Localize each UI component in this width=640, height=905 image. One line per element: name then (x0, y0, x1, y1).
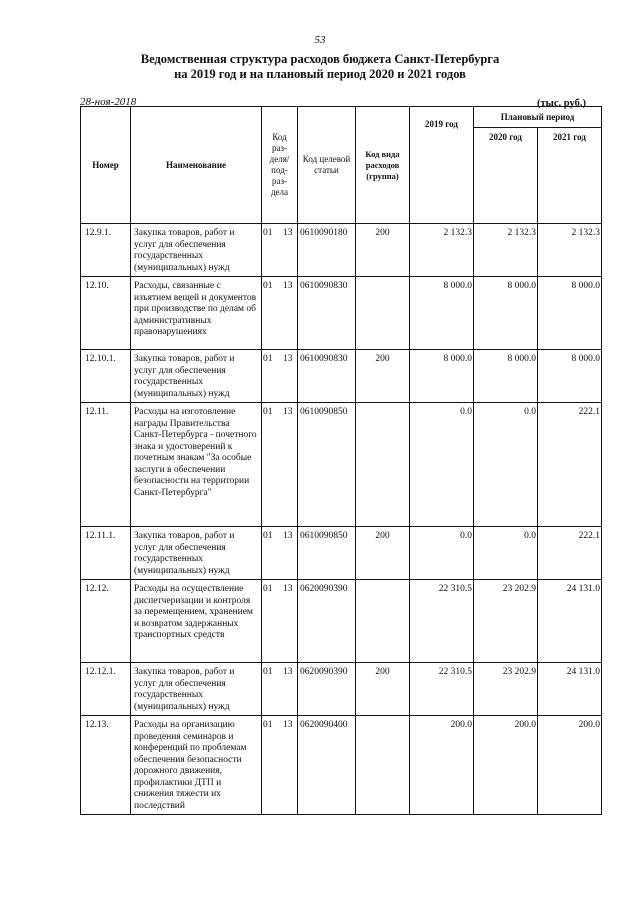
row-razdel (262, 663, 298, 716)
header-2021: 2021 год (538, 128, 602, 224)
header-vr: Код вида расходов (группа) (356, 107, 410, 224)
row-prz: 13 (283, 720, 293, 730)
row-csr: 0620090390 (298, 663, 356, 716)
page-number: 53 (314, 34, 326, 46)
table-row (81, 277, 602, 350)
table-row (81, 527, 602, 580)
row-csr: 0620090390 (298, 580, 356, 663)
table-body (81, 224, 602, 815)
row-number: 12.11.1. (81, 527, 131, 580)
row-amount-2020: 8 000.0 (474, 277, 538, 350)
row-amount-2021: 8 000.0 (538, 277, 602, 350)
row-rz: 01 (263, 407, 273, 417)
row-amount-2019: 2 132.3 (410, 224, 474, 277)
row-razdel (262, 716, 298, 815)
table-row (81, 224, 602, 277)
row-csr: 0610090180 (298, 224, 356, 277)
row-amount-2019: 8 000.0 (410, 350, 474, 403)
document-title (0, 52, 640, 82)
row-csr: 0610090830 (298, 277, 356, 350)
table-row (81, 716, 602, 815)
row-name: Закупка товаров, работ и услуг для обеспечения государственных (муниципальных) нужд (131, 224, 262, 277)
row-name: Закупка товаров, работ и услуг для обеспечения государственных (муниципальных) нужд (131, 350, 262, 403)
row-vr (356, 277, 410, 350)
row-amount-2019: 0.0 (410, 403, 474, 527)
table-header (81, 107, 602, 224)
row-vr (356, 403, 410, 527)
row-amount-2019: 8 000.0 (410, 277, 474, 350)
row-vr (356, 580, 410, 663)
row-name: Расходы, связанные с изъятием вещей и документов при производстве по делам об административных правонарушениях (131, 277, 262, 350)
header-razdel: Код раз-деля/ под-раз-дела (262, 107, 298, 224)
row-vr: 200 (356, 224, 410, 277)
row-amount-2021: 222.1 (538, 403, 602, 527)
row-prz: 13 (283, 407, 293, 417)
row-name: Закупка товаров, работ и услуг для обеспечения государственных (муниципальных) нужд (131, 527, 262, 580)
document-date: 28-ноя-2018 (80, 96, 137, 108)
row-number: 12.13. (81, 716, 131, 815)
row-amount-2019: 0.0 (410, 527, 474, 580)
row-amount-2019: 22 310.5 (410, 580, 474, 663)
row-rz: 01 (263, 531, 273, 541)
row-vr: 200 (356, 350, 410, 403)
budget-table (80, 106, 602, 815)
table-row (81, 403, 602, 527)
title-line-1: Ведомственная структура расходов бюджета Санкт-Петербурга (140, 52, 500, 66)
row-rz: 01 (263, 667, 273, 677)
row-prz: 13 (283, 667, 293, 677)
row-csr: 0610090830 (298, 350, 356, 403)
row-csr: 0610090850 (298, 527, 356, 580)
row-csr: 0620090400 (298, 716, 356, 815)
title-line-2: на 2019 год и на плановый период 2020 и 2021 годов (174, 67, 466, 81)
row-rz: 01 (263, 228, 273, 238)
row-vr: 200 (356, 527, 410, 580)
row-amount-2021: 24 131.0 (538, 580, 602, 663)
row-razdel (262, 527, 298, 580)
row-prz: 13 (283, 354, 293, 364)
row-rz: 01 (263, 281, 273, 291)
row-amount-2020: 200.0 (474, 716, 538, 815)
row-rz: 01 (263, 354, 273, 364)
row-number: 12.10. (81, 277, 131, 350)
row-razdel (262, 580, 298, 663)
row-number: 12.12.1. (81, 663, 131, 716)
row-amount-2020: 8 000.0 (474, 350, 538, 403)
row-razdel (262, 277, 298, 350)
row-rz: 01 (263, 720, 273, 730)
header-2020: 2020 год (474, 128, 538, 224)
header-name: Наименование (131, 107, 262, 224)
row-razdel (262, 403, 298, 527)
row-name: Расходы на осуществление диспетчеризации и контроля за перемещением, хранением и возвратом задержанных транспортных средств (131, 580, 262, 663)
row-number: 12.10.1. (81, 350, 131, 403)
row-number: 12.12. (81, 580, 131, 663)
units-label: (тыс. руб.) (537, 98, 586, 109)
row-amount-2019: 200.0 (410, 716, 474, 815)
header-plan-period: Плановый период (474, 107, 602, 128)
row-razdel (262, 224, 298, 277)
table-row (81, 350, 602, 403)
header-2019: 2019 год (410, 107, 474, 224)
row-prz: 13 (283, 228, 293, 238)
row-name: Закупка товаров, работ и услуг для обеспечения государственных (муниципальных) нужд (131, 663, 262, 716)
row-name: Расходы на организацию проведения семинаров и конференций по проблемам обеспечения безопасности дорожного движения, профилактики ДТП и снижения тяжести их последствий (131, 716, 262, 815)
row-name: Расходы на изготовление награды Правительства Санкт-Петербурга - почетного знака и удостоверений к почетным знакам "За особые заслуги в обеспечении безопасности на территории Санкт-Петербурга" (131, 403, 262, 527)
table-row (81, 663, 602, 716)
row-amount-2020: 23 202.9 (474, 663, 538, 716)
row-amount-2020: 23 202.9 (474, 580, 538, 663)
row-amount-2021: 222.1 (538, 527, 602, 580)
row-amount-2020: 0.0 (474, 527, 538, 580)
header-number: Номер (81, 107, 131, 224)
row-amount-2019: 22 310.5 (410, 663, 474, 716)
row-vr: 200 (356, 663, 410, 716)
row-amount-2020: 2 132.3 (474, 224, 538, 277)
table-row (81, 580, 602, 663)
row-number: 12.11. (81, 403, 131, 527)
row-amount-2021: 2 132.3 (538, 224, 602, 277)
header-csr: Код целевой статьи (298, 107, 356, 224)
row-amount-2021: 8 000.0 (538, 350, 602, 403)
row-amount-2021: 200.0 (538, 716, 602, 815)
row-rz: 01 (263, 584, 273, 594)
row-vr (356, 716, 410, 815)
row-number: 12.9.1. (81, 224, 131, 277)
row-amount-2020: 0.0 (474, 403, 538, 527)
row-prz: 13 (283, 584, 293, 594)
row-prz: 13 (283, 281, 293, 291)
row-csr: 0610090850 (298, 403, 356, 527)
row-prz: 13 (283, 531, 293, 541)
row-razdel (262, 350, 298, 403)
row-amount-2021: 24 131.0 (538, 663, 602, 716)
